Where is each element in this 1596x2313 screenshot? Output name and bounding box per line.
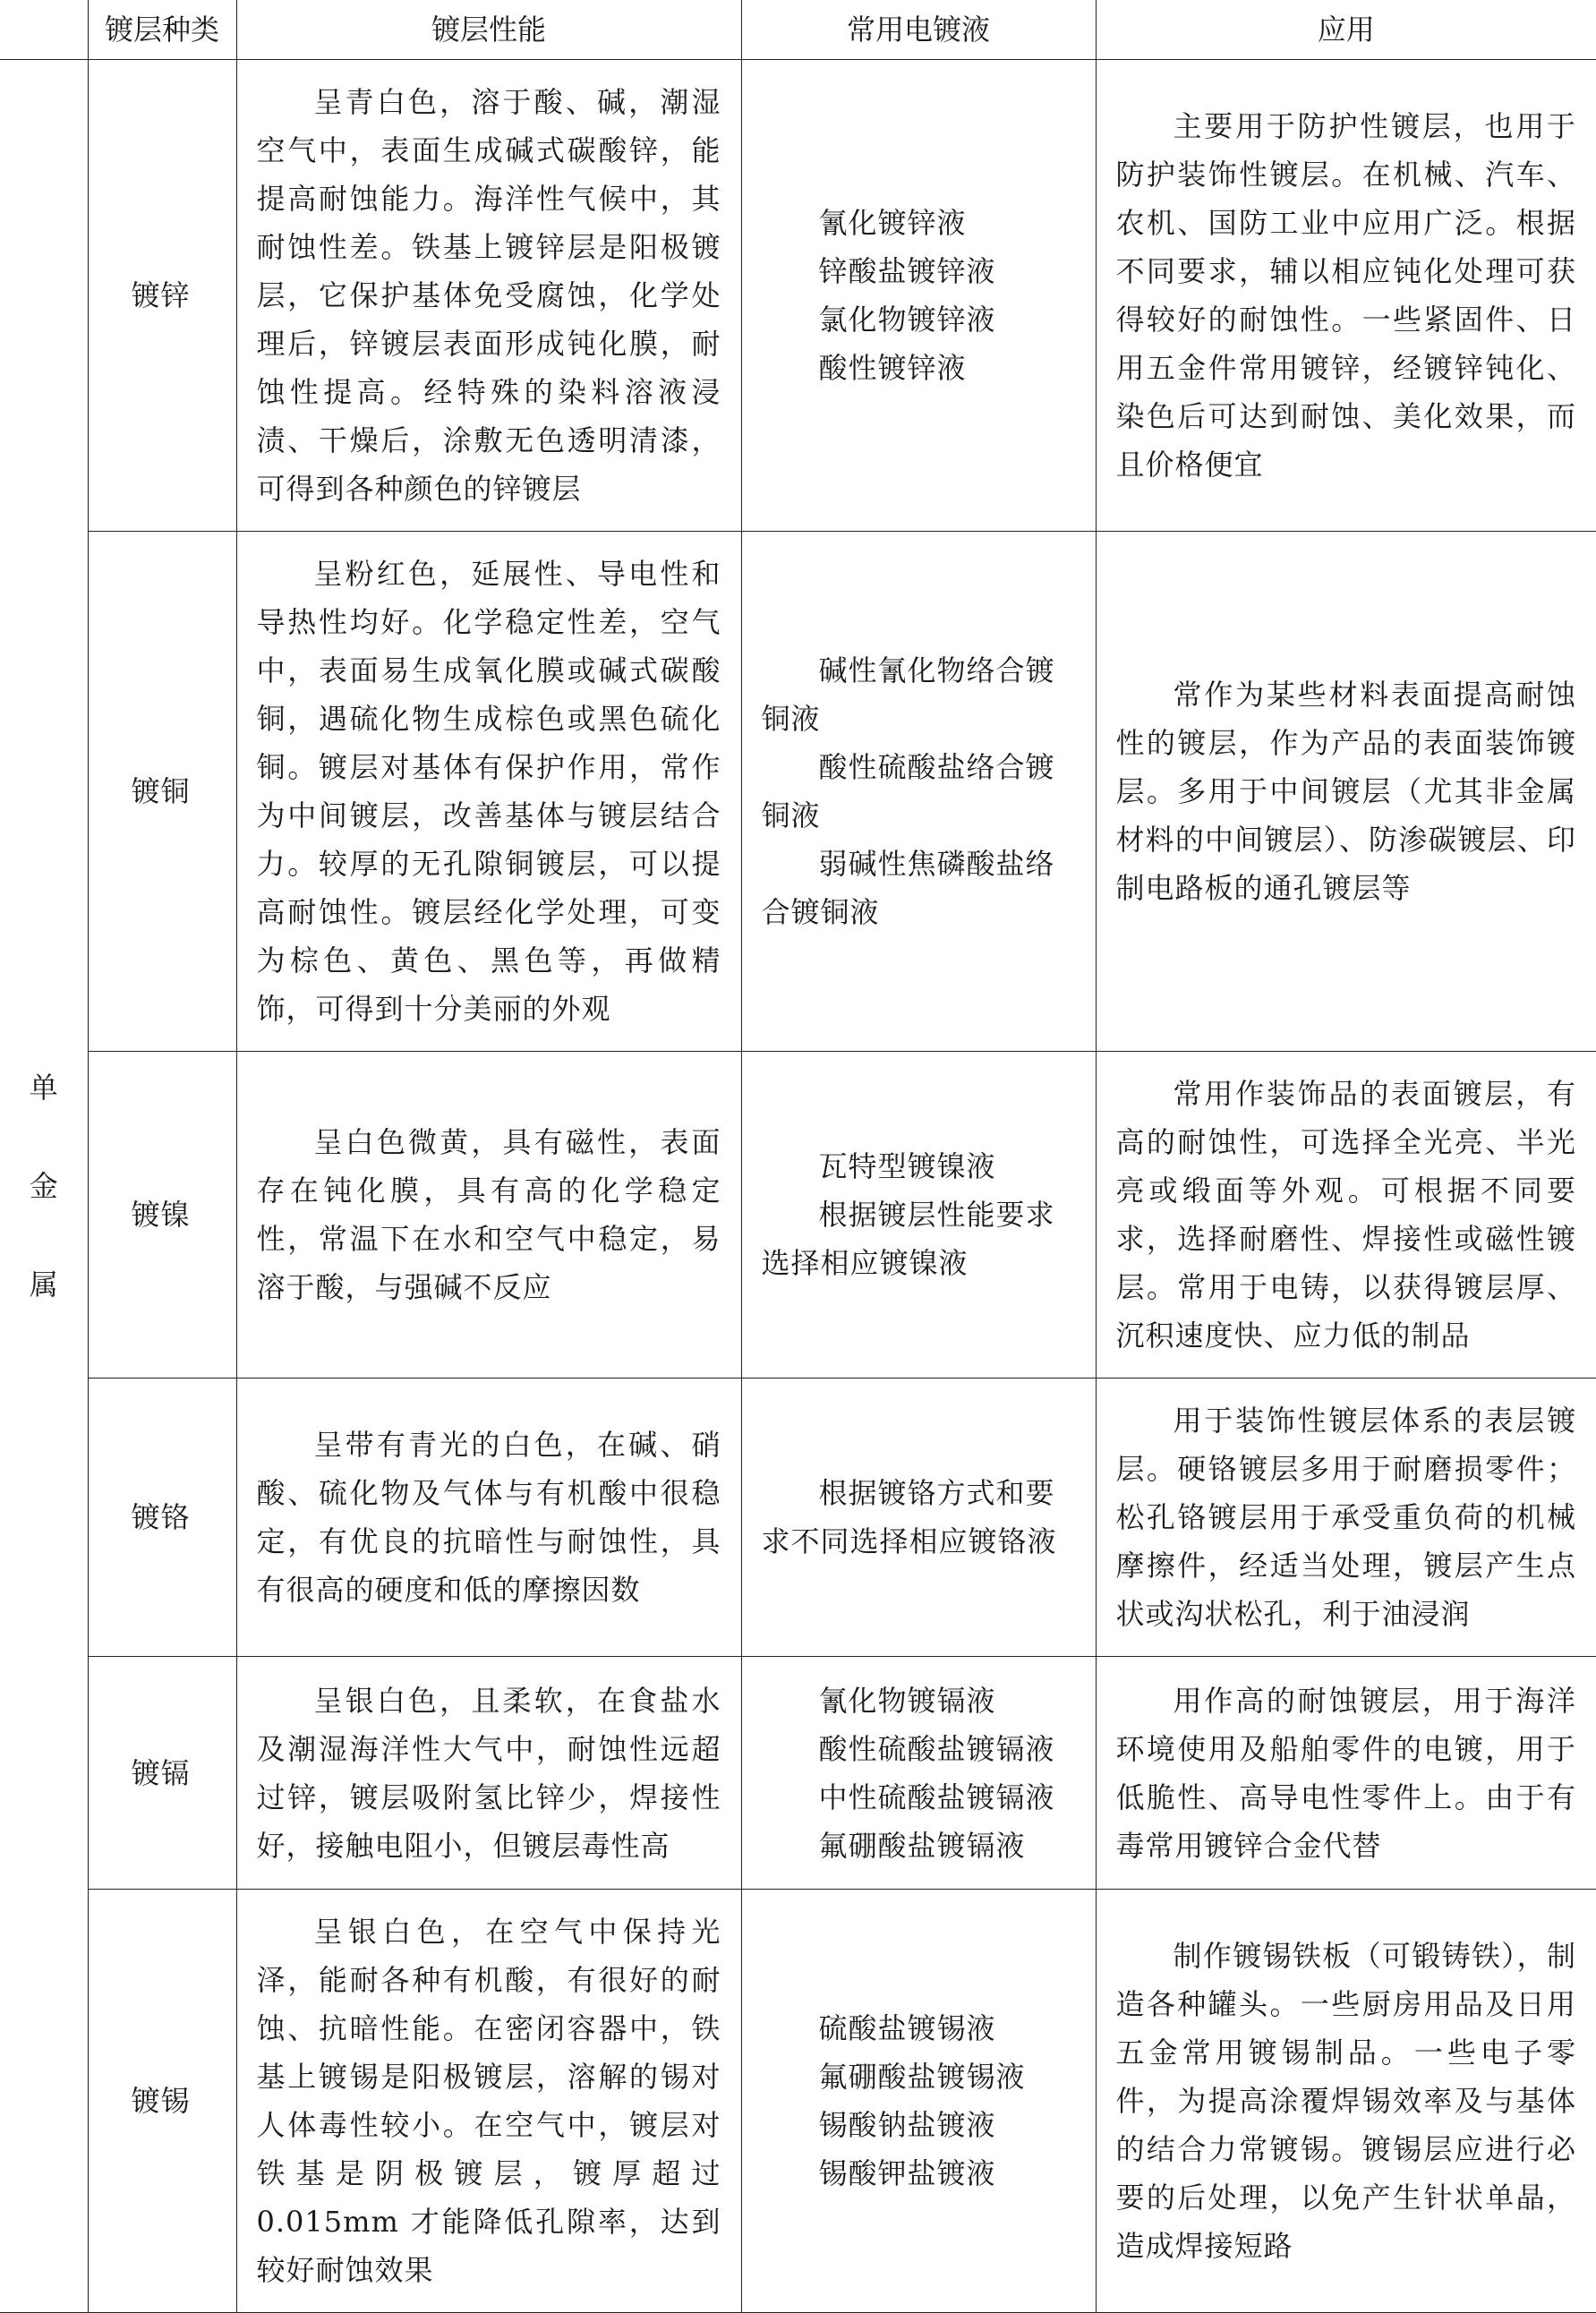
header-row (0, 0, 1596, 60)
table-row (0, 1378, 1596, 1657)
solution-item: 弱碱性焦磷酸盐络合镀铜液 (761, 847, 1055, 929)
solution-list (741, 532, 1096, 1052)
solution-item: 氰化镀锌液 (818, 206, 967, 240)
coating-performance: 呈银白色，且柔软，在食盐水及潮湿海洋性大气中，耐蚀性远超过锌，镀层吸附氢比锌少，焊接性好，接触电阻小，但镀层毒性高 (236, 1657, 741, 1890)
coating-application: 常用作装饰品的表面镀层，有高的耐蚀性，可选择全光亮、半光亮或缎面等外观。可根据不同要求，选择耐磨性、焊接性或磁性镀层。常用于电铸，以获得镀层厚、沉积速度快、应力低的制品 (1096, 1052, 1596, 1378)
table-row (0, 60, 1596, 532)
solution-item: 根据镀铬方式和要求不同选择相应镀铬液 (761, 1476, 1057, 1558)
solution-item: 中性硫酸盐镀镉液 (818, 1780, 1055, 1814)
solution-item: 瓦特型镀镍液 (818, 1149, 996, 1183)
coating-application: 常作为某些材料表面提高耐蚀性的镀层，作为产品的表面装饰镀层。多用于中间镀层（尤其非金属材料的中间镀层）、防渗碳镀层、印制电路板的通孔镀层等 (1096, 532, 1596, 1052)
solution-item: 锌酸盐镀锌液 (818, 254, 996, 288)
coating-performance: 呈青白色，溶于酸、碱，潮湿空气中，表面生成碱式碳酸锌，能提高耐蚀能力。海洋性气候中，其耐蚀性差。铁基上镀锌层是阳极镀层，它保护基体免受腐蚀，化学处理后，锌镀层表面形成钝化膜，耐蚀性提高。经特殊的染料溶液浸渍、干燥后，涂敷无色透明清漆，可得到各种颜色的锌镀层 (236, 60, 741, 532)
header-performance: 镀层性能 (236, 0, 741, 60)
coating-application: 用作高的耐蚀镀层，用于海洋环境使用及船舶零件的电镀，用于低脆性、高导电性零件上。由于有毒常用镀锌合金代替 (1096, 1657, 1596, 1890)
coating-type: 镀锌 (88, 60, 236, 532)
header-application: 应用 (1096, 0, 1596, 60)
solution-item: 硫酸盐镀锡液 (818, 2011, 996, 2045)
coating-performance: 呈银白色，在空气中保持光泽，能耐各种有机酸，有很好的耐蚀、抗暗性能。在密闭容器中，铁基上镀锡是阳极镀层，溶解的锡对人体毒性较小。在空气中，镀层对铁基是阴极镀层，镀厚超过 0.015mm 才能降低孔隙率，达到较好耐蚀效果 (236, 1890, 741, 2313)
solution-item: 酸性镀锌液 (818, 351, 967, 385)
table-row (0, 1657, 1596, 1890)
coating-type: 镀铜 (88, 532, 236, 1052)
solution-list (741, 60, 1096, 532)
table-row (0, 1052, 1596, 1378)
group-label-char: 属 (29, 1267, 58, 1302)
group-label-char: 单 (29, 1071, 58, 1105)
coating-application: 主要用于防护性镀层，也用于防护装饰性镀层。在机械、汽车、农机、国防工业中应用广泛。根据不同要求，辅以相应钝化处理可获得较好的耐蚀性。一些紧固件、日用五金件常用镀锌，经镀锌钝化、染色后可达到耐蚀、美化效果，而且价格便宜 (1096, 60, 1596, 532)
coating-performance: 呈粉红色，延展性、导电性和导热性均好。化学稳定性差，空气中，表面易生成氧化膜或碱式碳酸铜，遇硫化物生成棕色或黑色硫化铜。镀层对基体有保护作用，常作为中间镀层，改善基体与镀层结合力。较厚的无孔隙铜镀层，可以提高耐蚀性。镀层经化学处理，可变为棕色、黄色、黑色等，再做精饰，可得到十分美丽的外观 (236, 532, 741, 1052)
header-solution: 常用电镀液 (741, 0, 1096, 60)
header-group (0, 0, 88, 60)
solution-list (741, 1378, 1096, 1657)
table-row (0, 532, 1596, 1052)
solution-item: 氟硼酸盐镀镉液 (818, 1828, 1026, 1863)
header-type: 镀层种类 (88, 0, 236, 60)
solution-item: 碱性氰化物络合镀铜液 (761, 653, 1055, 736)
table-row (0, 1890, 1596, 2313)
solution-item: 根据镀层性能要求选择相应镀镍液 (761, 1198, 1055, 1280)
solution-list (741, 1657, 1096, 1890)
solution-item: 锡酸钠盐镀液 (818, 2108, 996, 2142)
solution-item: 酸性硫酸盐镀镉液 (818, 1731, 1055, 1766)
coating-performance: 呈带有青光的白色，在碱、硝酸、硫化物及气体与有机酸中很稳定，有优良的抗暗性与耐蚀性，具有很高的硬度和低的摩擦因数 (236, 1378, 741, 1657)
group-label-cell (0, 60, 88, 2313)
solution-item: 氰化物镀镉液 (818, 1683, 996, 1718)
coating-application: 制作镀锡铁板（可锻铸铁），制造各种罐头。一些厨房用品及日用五金常用镀锡制品。一些电子零件，为提高涂覆焊锡效率及与基体的结合力常镀锡。镀锡层应进行必要的后处理，以免产生针状单晶，造成焊接短路 (1096, 1890, 1596, 2313)
coating-type: 镀锡 (88, 1890, 236, 2313)
coating-performance: 呈白色微黄，具有磁性，表面存在钝化膜，具有高的化学稳定性，常温下在水和空气中稳定，易溶于酸，与强碱不反应 (236, 1052, 741, 1378)
coating-type: 镀铬 (88, 1378, 236, 1657)
table-body (0, 60, 1596, 2313)
solution-item: 氯化物镀锌液 (818, 303, 996, 337)
coating-type: 镀镉 (88, 1657, 236, 1890)
solution-item: 锡酸钾盐镀液 (818, 2156, 996, 2190)
coating-application: 用于装饰性镀层体系的表层镀层。硬铬镀层多用于耐磨损零件；松孔铬镀层用于承受重负荷的机械摩擦件，经适当处理，镀层产生点状或沟状松孔，利于油浸润 (1096, 1378, 1596, 1657)
table-header (0, 0, 1596, 60)
solution-list (741, 1890, 1096, 2313)
solution-list (741, 1052, 1096, 1378)
group-label-char: 金 (29, 1169, 58, 1203)
coating-type: 镀镍 (88, 1052, 236, 1378)
solution-item: 酸性硫酸盐络合镀铜液 (761, 750, 1055, 832)
solution-item: 氟硼酸盐镀锡液 (818, 2060, 1026, 2094)
